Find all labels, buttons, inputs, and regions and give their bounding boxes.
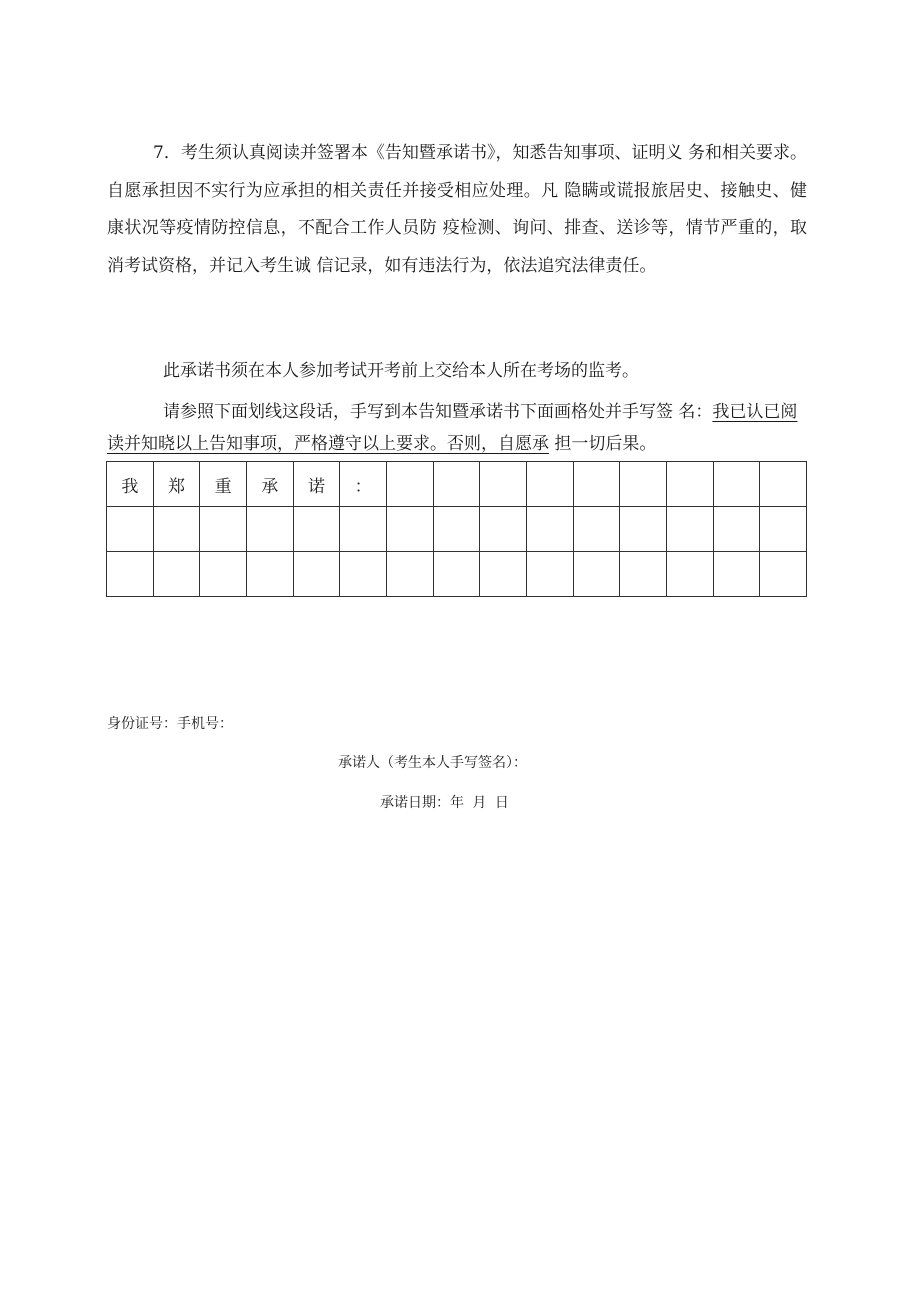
grid-cell[interactable] (153, 507, 200, 552)
grid-cell[interactable]: 郑 (153, 462, 200, 507)
promise-date-label: 承诺日期：年 月 日 (380, 795, 509, 811)
grid-cell[interactable] (760, 462, 807, 507)
grid-cell[interactable] (573, 507, 620, 552)
grid-row (107, 552, 807, 597)
grid-cell[interactable] (340, 507, 387, 552)
grid-cell[interactable] (526, 507, 573, 552)
grid-cell[interactable] (713, 462, 760, 507)
grid-cell[interactable] (760, 552, 807, 597)
grid-cell[interactable] (573, 462, 620, 507)
grid-cell[interactable] (246, 507, 293, 552)
handwriting-grid (106, 461, 807, 597)
instruction-suffix: 担一切后果。 (549, 434, 657, 454)
grid-cell[interactable] (386, 552, 433, 597)
item-7-paragraph (107, 135, 807, 285)
grid-cell[interactable] (620, 552, 667, 597)
grid-cell[interactable] (760, 507, 807, 552)
grid-row (107, 462, 807, 507)
grid-cell[interactable] (293, 507, 340, 552)
grid-cell[interactable] (386, 462, 433, 507)
promisor-signature-label: 承诺人（考生本人手写签名）： (338, 755, 527, 771)
grid-cell[interactable] (340, 552, 387, 597)
grid-cell[interactable] (480, 462, 527, 507)
grid-cell[interactable] (666, 507, 713, 552)
grid-cell[interactable] (153, 552, 200, 597)
grid-cell[interactable] (433, 462, 480, 507)
grid-cell[interactable] (433, 552, 480, 597)
grid-cell[interactable] (526, 552, 573, 597)
grid-cell[interactable] (620, 507, 667, 552)
grid-cell[interactable] (480, 552, 527, 597)
grid-cell[interactable] (620, 462, 667, 507)
instruction-underlined-text: 我已认已阅读并知晓以上告知事项，严格遵守以上要求。否则，自愿承 (107, 402, 798, 454)
grid-cell[interactable] (573, 552, 620, 597)
handwriting-instruction (107, 396, 807, 460)
grid-cell[interactable]: 我 (107, 462, 154, 507)
grid-cell[interactable] (246, 552, 293, 597)
grid-cell[interactable] (480, 507, 527, 552)
grid-cell[interactable] (713, 552, 760, 597)
submission-note: 此承诺书须在本人参加考试开考前上交给本人所在考场的监考。 (163, 361, 639, 381)
grid-cell[interactable] (107, 552, 154, 597)
grid-cell[interactable]: 诺 (293, 462, 340, 507)
item-7-text: 7．考生须认真阅读并签署本《告知暨承诺书》，知悉告知事项、证明义 务和相关要求。自愿承担因不实行为应承担的相关责任并接受相应处理。凡 隐瞒或谎报旅居史、接触史、健康状况等疫情防控信息，不配合工作人员防 疫检测、询问、排查、送诊等，情节严重的，取消考试资格，并记入考生诚 信记录，如有违法行为，依法追究法律责任。 (107, 143, 807, 276)
grid-cell[interactable] (666, 552, 713, 597)
grid-cell[interactable] (433, 507, 480, 552)
grid-cell[interactable] (386, 507, 433, 552)
grid-cell[interactable] (666, 462, 713, 507)
grid-cell[interactable] (526, 462, 573, 507)
grid-cell[interactable] (200, 552, 247, 597)
grid-cell[interactable]: 承 (246, 462, 293, 507)
instruction-prefix: 请参照下面划线这段话，手写到本告知暨承诺书下面画格处并手写签 名： (163, 402, 713, 422)
grid-cell[interactable] (200, 507, 247, 552)
grid-cell[interactable]: 重 (200, 462, 247, 507)
id-phone-label: 身份证号：手机号： (107, 716, 233, 732)
grid-cell[interactable] (293, 552, 340, 597)
grid-cell[interactable] (107, 507, 154, 552)
grid-cell[interactable]: ： (340, 462, 387, 507)
grid-cell[interactable] (713, 507, 760, 552)
grid-row (107, 507, 807, 552)
